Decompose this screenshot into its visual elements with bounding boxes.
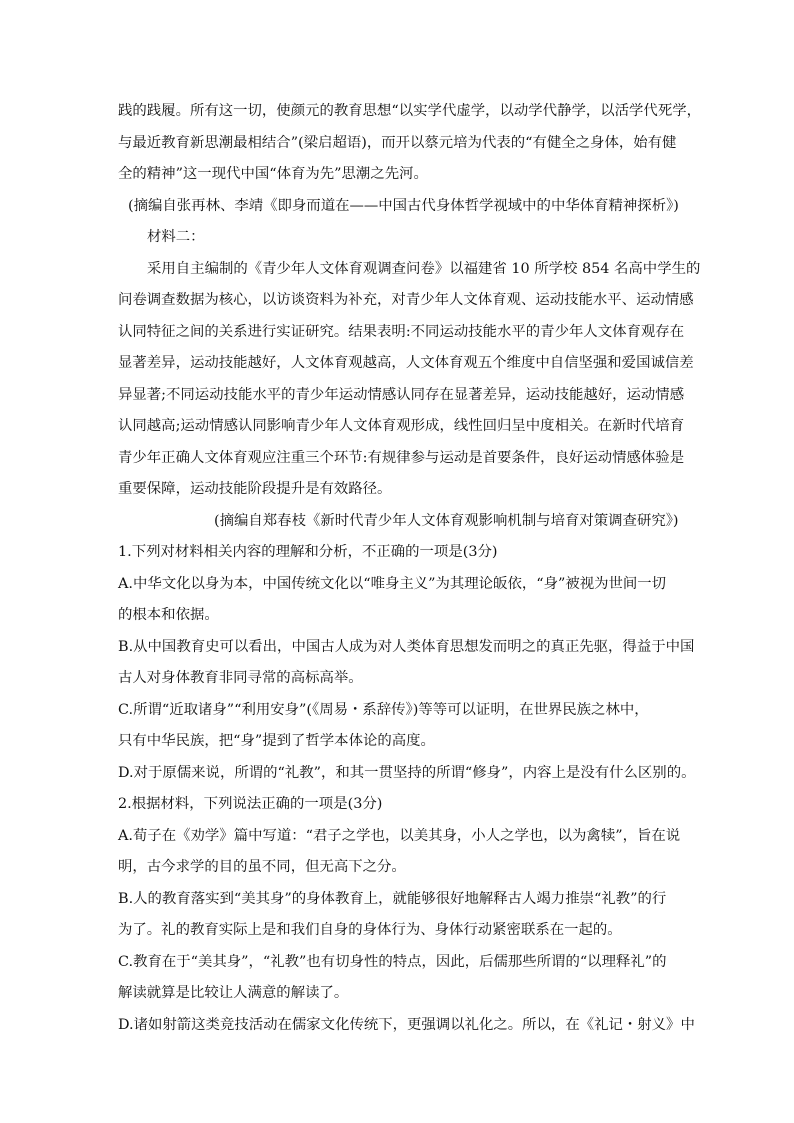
q1-option-b: B.从中国教育史可以看出，中国古人成为对人类体育思想发而明之的真正先驱，得益于中国 [118,638,695,655]
paragraph-line: 显著差异，运动技能越好，人文体育观越高，人文体育观五个维度中自信坚强和爱国诚信差 [118,355,694,371]
q2-option-b-cont: 为了。礼的教育实际上是和我们自身的身体行为、身体行动紧密联系在一起的。 [118,922,622,938]
paragraph-line: 与最近教育新思潮最相结合”(梁启超语)，而开以蔡元培为代表的“有健全之身体，始有健 [118,134,677,151]
q2-option-b: B.人的教育落实到“美其身”的身体教育上，就能够很好地解释古人竭力推崇“礼教”的行 [118,890,667,907]
paragraph-line: 认同特征之间的关系进行实证研究。结果表明:不同运动技能水平的青少年人文体育观存在 [118,323,685,340]
paragraph-line: 青少年正确人文体育观应注重三个环节:有规律参与运动是首要条件，良好运动情感体验是 [118,449,685,466]
source-citation: (摘编自张再林、李靖《即身而道在——中国古代身体哲学视域中的中华体育精神探析》) [128,197,679,214]
paragraph-line: 重要保障，运动技能阶段提升是有效路径。 [118,481,392,497]
section-heading: 材料二： [147,229,205,245]
paragraph-line: 践的践履。所有这一切，使颜元的教育思想“以实学代虚学，以动学代静学，以活学代死学， [118,103,701,119]
paragraph-line: 问卷调查数据为核心，以访谈资料为补充，对青少年人文体育观、运动技能水平、运动情感 [118,292,694,308]
paragraph-line: 全的精神”这一现代中国“体育为先”思潮之先河。 [118,166,428,182]
question-1-stem: 1.下列对材料相关内容的理解和分析，不正确的一项是(3分) [118,544,498,560]
question-2-stem: 2.根据材料，下列说法正确的一项是(3分) [118,796,383,812]
q2-option-c: C.教育在于“美其身”，“礼教”也有切身性的特点，因此，后儒那些所谓的“以理释礼”的 [118,953,667,970]
paragraph-line: 认同越高;运动情感认同影响青少年人文体育观形成，线性回归呈中度相关。在新时代培育 [118,418,685,434]
q1-option-d: D.对于原儒来说，所谓的“礼教”，和其一贯坚持的所谓“修身”，内容上是没有什么区别的。 [118,764,696,781]
q1-option-a: A.中华文化以身为本，中国传统文化以“唯身主义”为其理论皈依，“身”被视为世间一切 [118,575,667,592]
q2-option-c-cont: 解读就算是比较让人满意的解读了。 [118,985,349,1001]
q1-option-c: C.所谓“近取诸身”“利用安身”(《周易・系辞传》)等等可以证明，在世界民族之林中， [118,701,649,718]
paragraph-line: 采用自主编制的《青少年人文体育观调查问卷》以福建省 10 所学校 854 名高中学生的 [147,260,701,277]
q2-option-a-cont: 明，古今求学的目的虽不同，但无高下之分。 [118,859,406,875]
source-citation: (摘编自郑春枝《新时代青少年人文体育观影响机制与培育对策调查研究》) [214,512,679,529]
q2-option-a: A.荀子在《劝学》篇中写道：“君子之学也，以美其身，小人之学也，以为禽犊”，旨在说 [118,827,681,844]
q1-option-c-cont: 只有中华民族，把“身”提到了哲学本体论的高度。 [118,733,435,749]
document-page [118,96,701,1041]
paragraph-line: 异显著;不同运动技能水平的青少年运动情感认同存在显著差异，运动技能越好，运动情感 [118,386,685,403]
q1-option-b-cont: 古人对身体教育非同寻常的高标高举。 [118,670,363,686]
q1-option-a-cont: 的根本和依据。 [118,607,219,623]
q2-option-d: D.诸如射箭这类竞技活动在儒家文化传统下，更强调以礼化之。所以，在《礼记・射义》中 [118,1016,695,1033]
